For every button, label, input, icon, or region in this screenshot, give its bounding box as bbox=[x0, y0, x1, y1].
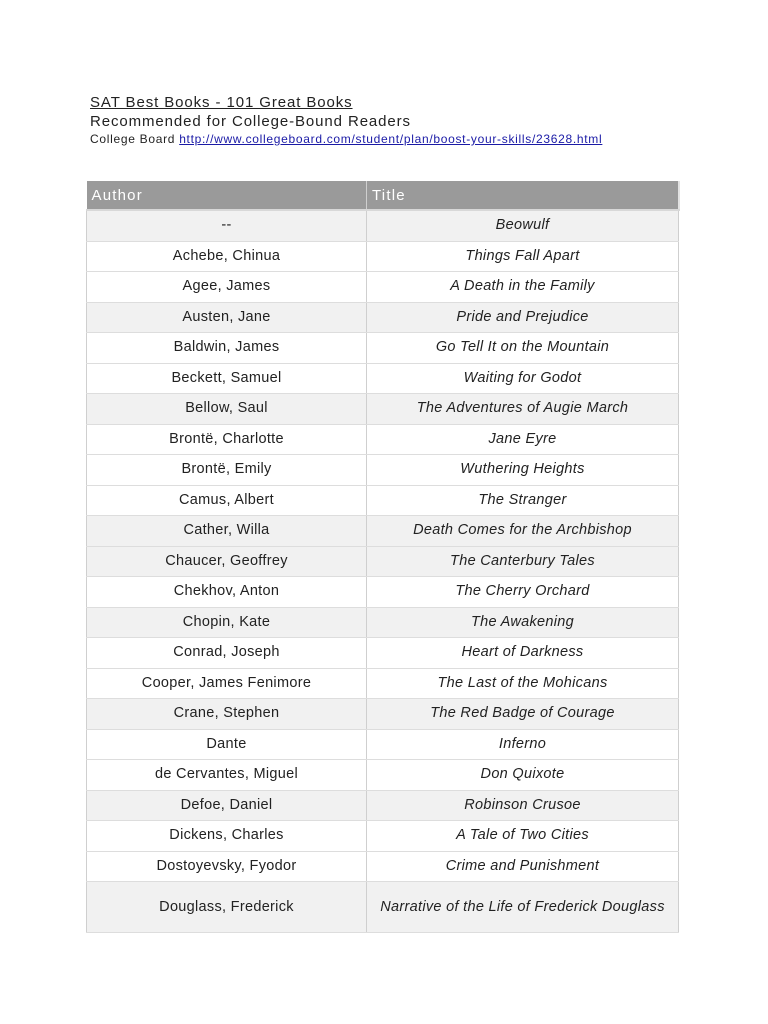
title-cell: The Canterbury Tales bbox=[367, 546, 679, 577]
table-body bbox=[87, 210, 679, 933]
author-cell: Defoe, Daniel bbox=[87, 790, 367, 821]
table-row bbox=[87, 668, 679, 699]
title-cell: The Cherry Orchard bbox=[367, 577, 679, 608]
table-row bbox=[87, 363, 679, 394]
table-row bbox=[87, 394, 679, 425]
author-cell: Dante bbox=[87, 729, 367, 760]
title-cell: Waiting for Godot bbox=[367, 363, 679, 394]
title-cell: The Adventures of Augie March bbox=[367, 394, 679, 425]
title-cell: Don Quixote bbox=[367, 760, 679, 791]
author-cell: Chopin, Kate bbox=[87, 607, 367, 638]
table-row bbox=[87, 516, 679, 547]
source-link[interactable]: http://www.collegeboard.com/student/plan/boost-your-skills/23628.html bbox=[179, 132, 603, 146]
table-row bbox=[87, 760, 679, 791]
title-cell: Crime and Punishment bbox=[367, 851, 679, 882]
title-cell: The Red Badge of Courage bbox=[367, 699, 679, 730]
table-row bbox=[87, 546, 679, 577]
title-cell: Heart of Darkness bbox=[367, 638, 679, 669]
table-row bbox=[87, 790, 679, 821]
title-cell: A Tale of Two Cities bbox=[367, 821, 679, 852]
author-cell: Crane, Stephen bbox=[87, 699, 367, 730]
title-cell: A Death in the Family bbox=[367, 272, 679, 303]
author-cell: Douglass, Frederick bbox=[87, 882, 367, 933]
title-cell: The Last of the Mohicans bbox=[367, 668, 679, 699]
table-row bbox=[87, 333, 679, 364]
author-cell: Dickens, Charles bbox=[87, 821, 367, 852]
title-cell: Robinson Crusoe bbox=[367, 790, 679, 821]
author-cell: Brontë, Charlotte bbox=[87, 424, 367, 455]
source-label: College Board bbox=[90, 132, 180, 146]
title-cell: Jane Eyre bbox=[367, 424, 679, 455]
table-row bbox=[87, 302, 679, 333]
title-cell: The Awakening bbox=[367, 607, 679, 638]
title-cell: The Stranger bbox=[367, 485, 679, 516]
title-cell: Wuthering Heights bbox=[367, 455, 679, 486]
author-cell: Cooper, James Fenimore bbox=[87, 668, 367, 699]
table-row bbox=[87, 241, 679, 272]
author-cell: Brontë, Emily bbox=[87, 455, 367, 486]
author-cell: Conrad, Joseph bbox=[87, 638, 367, 669]
document-subtitle: Recommended for College-Bound Readers bbox=[90, 113, 411, 130]
title-column-header: Title bbox=[367, 181, 679, 210]
author-cell: Camus, Albert bbox=[87, 485, 367, 516]
author-cell: -- bbox=[87, 210, 367, 241]
title-cell: Beowulf bbox=[367, 210, 679, 241]
author-cell: Austen, Jane bbox=[87, 302, 367, 333]
author-cell: de Cervantes, Miguel bbox=[87, 760, 367, 791]
title-cell: Inferno bbox=[367, 729, 679, 760]
table-row bbox=[87, 821, 679, 852]
table-row bbox=[87, 882, 679, 933]
author-cell: Achebe, Chinua bbox=[87, 241, 367, 272]
source-line bbox=[90, 131, 650, 147]
table-row bbox=[87, 851, 679, 882]
author-column-header: Author bbox=[87, 181, 367, 210]
table-row bbox=[87, 272, 679, 303]
author-cell: Cather, Willa bbox=[87, 516, 367, 547]
table-row bbox=[87, 455, 679, 486]
author-cell: Baldwin, James bbox=[87, 333, 367, 364]
document-title: SAT Best Books - 101 Great Books bbox=[90, 94, 353, 111]
table-row bbox=[87, 638, 679, 669]
author-cell: Chekhov, Anton bbox=[87, 577, 367, 608]
author-cell: Agee, James bbox=[87, 272, 367, 303]
table-row bbox=[87, 210, 679, 241]
author-cell: Bellow, Saul bbox=[87, 394, 367, 425]
title-cell: Narrative of the Life of Frederick Douglass bbox=[367, 882, 679, 933]
table-row bbox=[87, 424, 679, 455]
books-table bbox=[86, 181, 680, 933]
table-row bbox=[87, 607, 679, 638]
title-cell: Go Tell It on the Mountain bbox=[367, 333, 679, 364]
table-row bbox=[87, 577, 679, 608]
title-cell: Pride and Prejudice bbox=[367, 302, 679, 333]
table-row bbox=[87, 729, 679, 760]
table-row bbox=[87, 699, 679, 730]
title-cell: Things Fall Apart bbox=[367, 241, 679, 272]
author-cell: Beckett, Samuel bbox=[87, 363, 367, 394]
table-header-row bbox=[87, 181, 679, 210]
author-cell: Dostoyevsky, Fyodor bbox=[87, 851, 367, 882]
author-cell: Chaucer, Geoffrey bbox=[87, 546, 367, 577]
title-cell: Death Comes for the Archbishop bbox=[367, 516, 679, 547]
table-row bbox=[87, 485, 679, 516]
